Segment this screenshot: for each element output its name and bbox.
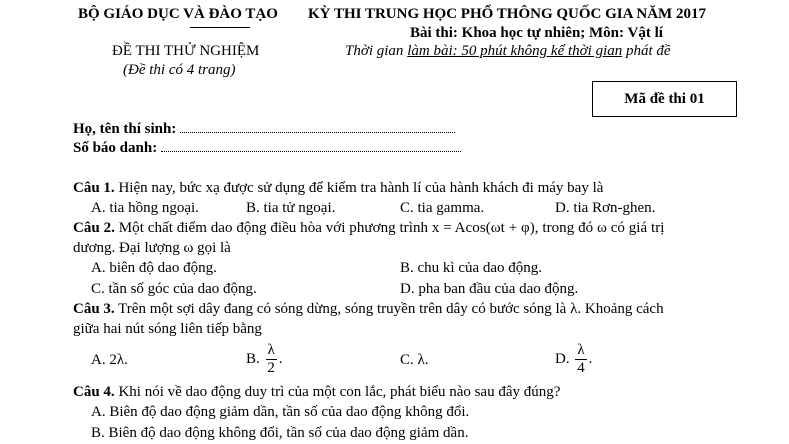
name-label: Họ, tên thí sinh: xyxy=(73,121,177,137)
q3-option-b xyxy=(246,343,283,376)
q3-option-b-letter: B. xyxy=(246,350,260,367)
id-label: Số báo danh: xyxy=(73,140,158,156)
q3-option-b-fraction xyxy=(266,343,277,376)
q3-option-d xyxy=(555,343,592,376)
exam-code-box xyxy=(592,81,737,117)
question-1-label: Câu 1. xyxy=(73,180,115,196)
time-info xyxy=(345,43,671,60)
question-3-label: Câu 3. xyxy=(73,301,115,317)
q3-b-period: . xyxy=(278,350,283,367)
q3-option-d-letter: D. xyxy=(555,350,570,367)
q3-d-denominator: 4 xyxy=(577,360,585,376)
subject-line: Bài thi: Khoa học tự nhiên; Môn: Vật lí xyxy=(410,25,663,41)
q2-option-d: D. pha ban đầu của dao động. xyxy=(400,281,579,297)
question-2-line2: dương. Đại lượng ω gọi là xyxy=(73,240,231,256)
q2-option-b: B. chu kì của dao động. xyxy=(400,260,543,276)
q3-option-d-fraction xyxy=(575,343,586,376)
id-dots xyxy=(161,140,461,152)
question-4-text: Khi nói về dao động duy trì của một con lắc, phát biểu nào sau đây đúng? xyxy=(114,384,561,400)
q3-d-period: . xyxy=(588,350,593,367)
q1-option-d: D. tia Rơn-ghen. xyxy=(555,200,656,216)
question-2 xyxy=(73,220,665,237)
time-suffix: phát đề xyxy=(622,43,671,59)
question-2-text: Một chất điểm dao động điều hòa với phương trình x = Acos(ωt + φ), trong đó ω có giá trị xyxy=(114,220,665,236)
id-field xyxy=(73,140,461,157)
q3-option-c: C. λ. xyxy=(400,352,429,368)
name-dots xyxy=(180,121,455,133)
question-4 xyxy=(73,384,560,401)
q3-option-a: A. 2λ. xyxy=(91,352,128,368)
page-count: (Đề thi có 4 trang) xyxy=(123,62,236,78)
question-1-text: Hiện nay, bức xạ được sử dụng để kiểm tra hành lí của hành khách đi máy bay là xyxy=(114,180,604,196)
name-field xyxy=(73,121,455,138)
q2-option-a: A. biên độ dao động. xyxy=(91,260,217,276)
exam-code: Mã đề thi 01 xyxy=(624,90,705,107)
q1-option-a: A. tia hồng ngoại. xyxy=(91,200,199,216)
ministry-title: BỘ GIÁO DỤC VÀ ĐÀO TẠO xyxy=(78,6,278,22)
q3-b-denominator: 2 xyxy=(267,360,275,376)
q3-b-numerator: λ xyxy=(267,342,275,358)
question-1 xyxy=(73,180,603,197)
q4-option-a: A. Biên độ dao động giảm dần, tần số của dao động không đổi. xyxy=(91,404,470,420)
q1-option-c: C. tia gamma. xyxy=(400,200,485,216)
time-prefix: Thời gian xyxy=(345,43,408,59)
question-2-label: Câu 2. xyxy=(73,220,115,236)
q1-option-b: B. tia tử ngoại. xyxy=(246,200,336,216)
q4-option-b: B. Biên độ dao động không đổi, tần số của dao động giảm dần. xyxy=(91,425,469,441)
q3-d-numerator: λ xyxy=(577,342,585,358)
ministry-underline xyxy=(190,27,250,28)
question-3-text: Trên một sợi dây đang có sóng dừng, sóng truyền trên dây có bước sóng là λ. Khoảng cách xyxy=(114,301,664,317)
q2-option-c: C. tần số góc của dao động. xyxy=(91,281,257,297)
exam-type: ĐỀ THI THỬ NGHIỆM xyxy=(112,43,260,59)
question-4-label: Câu 4. xyxy=(73,384,115,400)
exam-title: KỲ THI TRUNG HỌC PHỔ THÔNG QUỐC GIA NĂM 2017 xyxy=(308,6,706,22)
time-underlined: làm bài: 50 phút không kể thời gian xyxy=(407,43,623,59)
question-3-line2: giữa hai nút sóng liên tiếp bằng xyxy=(73,321,262,337)
question-3 xyxy=(73,301,664,318)
